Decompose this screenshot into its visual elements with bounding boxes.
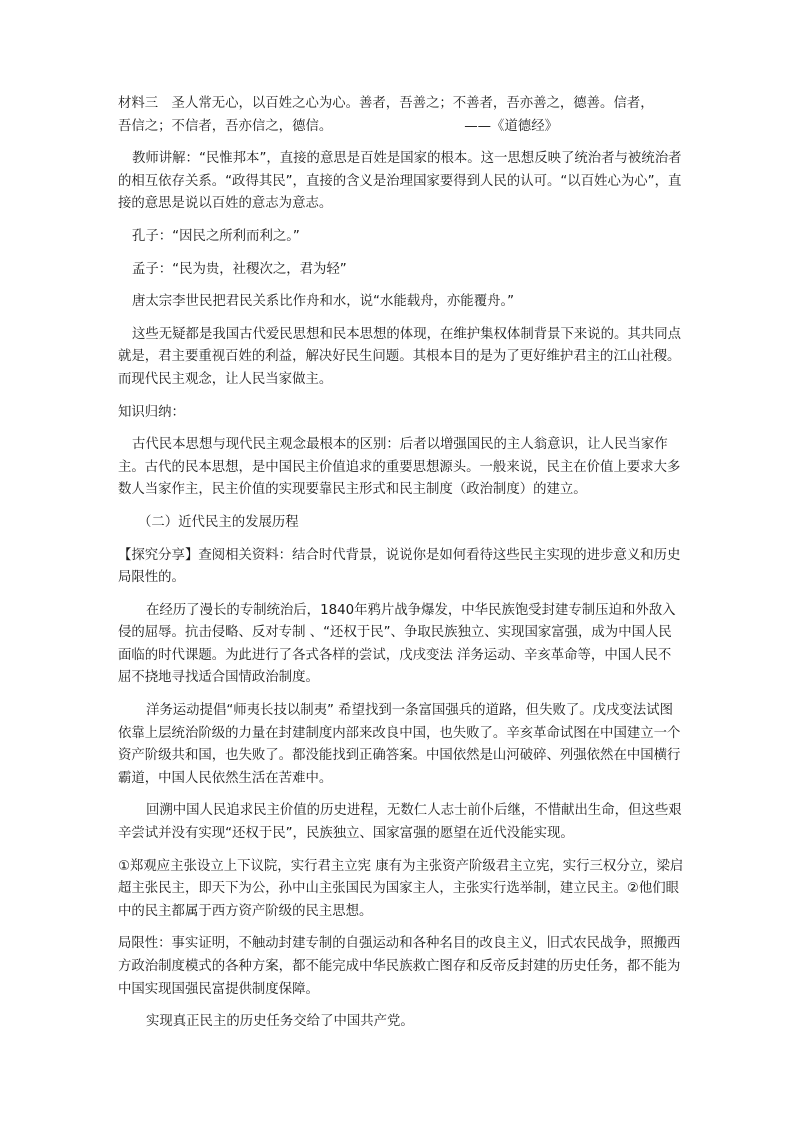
paragraph-final: 实现真正民主的历史任务交给了中国共产党。 — [146, 1014, 414, 1030]
paragraph-points: ①郑观应主张设立上下议院，实行君主立宪 康有为主张资产阶级君主立宪，实行三权分立，梁启超主张民主，即天下为公，孙中山主张国民为国家主人，主张实行选举制，建立民主。②他们眼中的民主都属于西方资产阶级的民主思想。 — [118, 858, 684, 919]
paragraph-review: 回溯中国人民追求民主价值的历史进程，无数仁人志士前仆后继，不惜献出生命，但这些艰辛尝试并没有实现“还权于民”，民族独立、国家富强的愿望在近代没能实现。 — [118, 803, 682, 842]
material-3-line-1: 材料三 圣人常无心，以百姓之心为心。善者，吾善之；不善者，吾亦善之，德善。信者， — [118, 96, 654, 111]
paragraph-limitation: 局限性：事实证明，不触动封建专制的自强运动和各种名目的改良主义，旧式农民战争，照搬西方政治制度模式的各种方案，都不能完成中华民族救亡图存和反帝反封建的历史任务，都不能为中国实现国强民富提供制度保障。 — [118, 936, 681, 997]
material-3-source: ——《道德经》 — [464, 118, 558, 134]
ancient-summary: 这些无疑都是我国古代爱民思想和民本思想的体现，在维护集权体制背景下来说的。其共同点就是，君主要重视百姓的利益，解决好民生问题。其根本目的是为了更好维护君主的江山社稷。而现代民主观念，让人民当家做主。 — [118, 326, 682, 387]
paragraph-1840: 在经历了漫长的专制统治后，1840年鸦片战争爆发，中华民族饱受封建专制压迫和外敌入侵的屈辱。抗击侵略、反对专制 、“还权于民”、争取民族独立、实现国家富强，成为中国人民面临的时代课题。为此进行了各式各样的尝试，戊戌变法 洋务运动、辛亥革命等，中国人民不屈不挠地寻找适合国情政治制度。 — [118, 602, 676, 686]
material-3-line-2: 吾信之；不信者，吾亦信之，德信。 — [118, 118, 333, 134]
section-heading: （二）近代民主的发展历程 — [138, 514, 299, 530]
document-page — [118, 93, 684, 1044]
material-3-quote — [118, 93, 684, 138]
knowledge-body: 古代民本思想与现代民主观念最根本的区别：后者以增强国民的主人翁意识，让人民当家作主。古代的民本思想，是中国民主价值追求的重要思想源头。一般来说，民主在价值上要求大多数人当家作主，民主价值的实现要靠民主形式和民主制度（政治制度）的建立。 — [118, 437, 681, 498]
taizong-quote: 唐太宗李世民把君民关系比作舟和水，说“水能载舟，亦能覆舟。” — [132, 294, 515, 310]
knowledge-title: 知识归纳： — [118, 404, 185, 420]
explore-share — [118, 545, 684, 590]
paragraph-yangwu: 洋务运动提倡“师夷长技以制夷” 希望找到一条富国强兵的道路，但失败了。戊戌变法试图依靠上层统治阶级的力量在封建制度内部来改良中国，也失败了。辛亥革命试图在中国建立一个资产阶级共和国，也失败了。都没能找到正确答案。中国依然是山河破碎、列强依然在中国横行霸道，中国人民依然生活在苦难中。 — [118, 703, 681, 786]
explore-label: 【探究分享】 — [118, 547, 199, 563]
confucius-quote: 孔子：“因民之所利而利之。” — [132, 228, 300, 244]
teacher-explanation: 教师讲解：“民惟邦本”，直接的意思是百姓是国家的根本。这一思想反映了统治者与被统治者的相互依存关系。“政得其民”，直接的含义是治理国家要得到人民的认可。“以百姓心为心”，直接的意思是说以百姓的意志为意志。 — [118, 151, 682, 212]
mencius-quote: 孟子：“民为贵，社稷次之，君为轻” — [132, 261, 347, 277]
explore-text: 查阅相关资料：结合时代背景，说说你是如何看待这些民主实现的进步意义和历史局限性的。 — [118, 547, 681, 586]
